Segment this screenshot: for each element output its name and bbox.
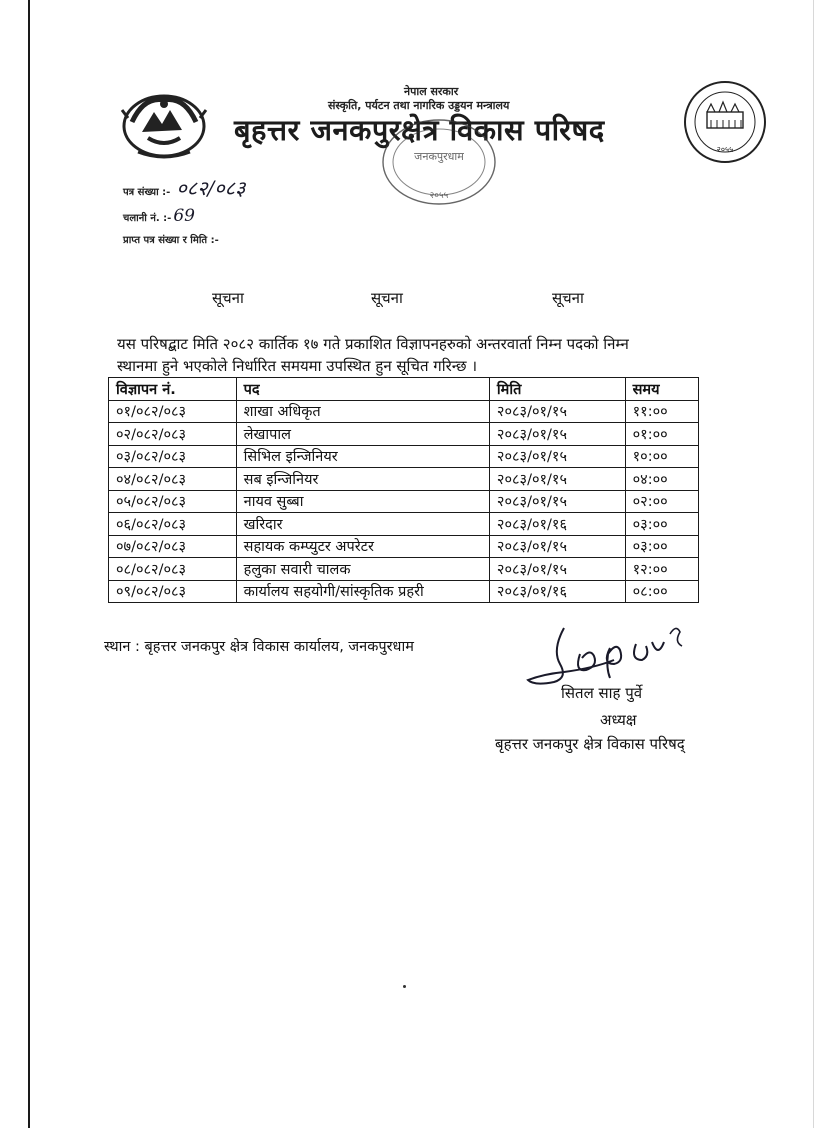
letter-number-label: पत्र संख्या :- <box>123 187 171 198</box>
time-cell: ०४:०० <box>625 468 698 491</box>
position-cell: सहायक कम्प्युटर अपरेटर <box>236 535 489 558</box>
time-cell: ०२:०० <box>625 490 698 513</box>
dispatch-number-row <box>123 206 195 226</box>
table-row <box>109 468 699 491</box>
time-cell: ०३:०० <box>625 513 698 536</box>
date-cell: २०८३/०१/१५ <box>489 558 625 581</box>
date-cell: २०८३/०१/१६ <box>489 513 625 536</box>
date-cell: २०८३/०१/१५ <box>489 400 625 423</box>
ad-number-cell: ०६/०८२/०८३ <box>109 513 237 536</box>
seal-year: २०५५ <box>716 145 734 154</box>
notice-heading-3: सूचना <box>552 289 584 307</box>
table-row <box>109 513 699 536</box>
notice-heading-1: सूचना <box>212 289 244 307</box>
date-cell: २०८३/०१/१५ <box>489 423 625 446</box>
date-cell: २०८३/०१/१६ <box>489 580 625 603</box>
ad-number-cell: ०४/०८२/०८३ <box>109 468 237 491</box>
page-left-edge <box>28 0 30 1128</box>
time-cell: १०:०० <box>625 445 698 468</box>
position-cell: सिभिल इन्जिनियर <box>236 445 489 468</box>
time-cell: ०१:०० <box>625 423 698 446</box>
table-row <box>109 400 699 423</box>
position-cell: कार्यालय सहयोगी/सांस्कृतिक प्रहरी <box>236 580 489 603</box>
notice-intro <box>117 333 729 378</box>
page-right-edge <box>813 0 814 1128</box>
table-row <box>109 535 699 558</box>
table-row <box>109 423 699 446</box>
time-cell: ०३:०० <box>625 535 698 558</box>
header-date: मिति <box>489 378 625 401</box>
venue-line: स्थान : बृहत्तर जनकपुर क्षेत्र विकास कार्यालय, जनकपुरधाम <box>104 639 414 655</box>
position-cell: शाखा अधिकृत <box>236 400 489 423</box>
office-stamp <box>380 118 498 208</box>
time-cell: ०८:०० <box>625 580 698 603</box>
header-ad-number: विज्ञापन नं. <box>109 378 237 401</box>
ad-number-cell: ०१/०८२/०८३ <box>109 400 237 423</box>
dispatch-number-value: 69 <box>173 206 195 226</box>
position-cell: लेखापाल <box>236 423 489 446</box>
table-row <box>109 445 699 468</box>
stamp-top-text: जनकपुरधाम <box>414 150 464 163</box>
date-cell: २०८३/०१/१५ <box>489 468 625 491</box>
position-cell: खरिदार <box>236 513 489 536</box>
signatory-title: अध्यक्ष <box>600 711 637 729</box>
time-cell: ११:०० <box>625 400 698 423</box>
table-row <box>109 558 699 581</box>
ad-number-cell: ०७/०८२/०८३ <box>109 535 237 558</box>
notice-heading-2: सूचना <box>371 289 403 307</box>
ad-number-cell: ०३/०८२/०८३ <box>109 445 237 468</box>
signatory-organization: बृहत्तर जनकपुर क्षेत्र विकास परिषद् <box>495 735 685 753</box>
stamp-year: २०५५ <box>429 191 449 201</box>
ad-number-cell: ०२/०८२/०८३ <box>109 423 237 446</box>
time-cell: १२:०० <box>625 558 698 581</box>
received-letter-label: प्राप्त पत्र संख्या र मिति :- <box>123 235 219 246</box>
position-cell: नायव सुब्बा <box>236 490 489 513</box>
notice-intro-line-1: यस परिषद्बाट मिति २०८२ कार्तिक १७ गते प्रकाशित विज्ञापनहरुको अन्तरवार्ता निम्न पदको निम्न <box>117 335 629 353</box>
position-cell: हलुका सवारी चालक <box>236 558 489 581</box>
header-position: पद <box>236 378 489 401</box>
table-row <box>109 580 699 603</box>
letter-number-value: ०८२/०८३ <box>176 176 246 200</box>
stray-mark <box>403 985 406 988</box>
table-row <box>109 490 699 513</box>
table-header-row <box>109 378 699 401</box>
ad-number-cell: ०५/०८२/०८३ <box>109 490 237 513</box>
interview-schedule-table <box>108 377 699 603</box>
ministry-label: संस्कृति, पर्यटन तथा नागरिक उड्डयन मन्त्रालय <box>328 99 510 112</box>
letter-number-row <box>123 174 245 201</box>
ad-number-cell: ०९/०८२/०८३ <box>109 580 237 603</box>
dispatch-number-label: चलानी नं. :- <box>123 213 172 224</box>
date-cell: २०८३/०१/१५ <box>489 445 625 468</box>
council-title: बृहत्तर जनकपुरक्षेत्र विकास परिषद <box>234 113 605 147</box>
notice-intro-line-2: स्थानमा हुने भएकोले निर्धारित समयमा उपस्थित हुन सूचित गरिन्छ । <box>117 355 477 378</box>
council-seal-icon <box>683 80 767 164</box>
government-label: नेपाल सरकार <box>404 85 459 98</box>
nepal-emblem-icon <box>118 82 210 162</box>
date-cell: २०८३/०१/१५ <box>489 535 625 558</box>
header-time: समय <box>625 378 698 401</box>
ad-number-cell: ०८/०८२/०८३ <box>109 558 237 581</box>
signatory-name: सितल साह पुर्वे <box>561 684 643 702</box>
date-cell: २०८३/०१/१५ <box>489 490 625 513</box>
position-cell: सब इन्जिनियर <box>236 468 489 491</box>
